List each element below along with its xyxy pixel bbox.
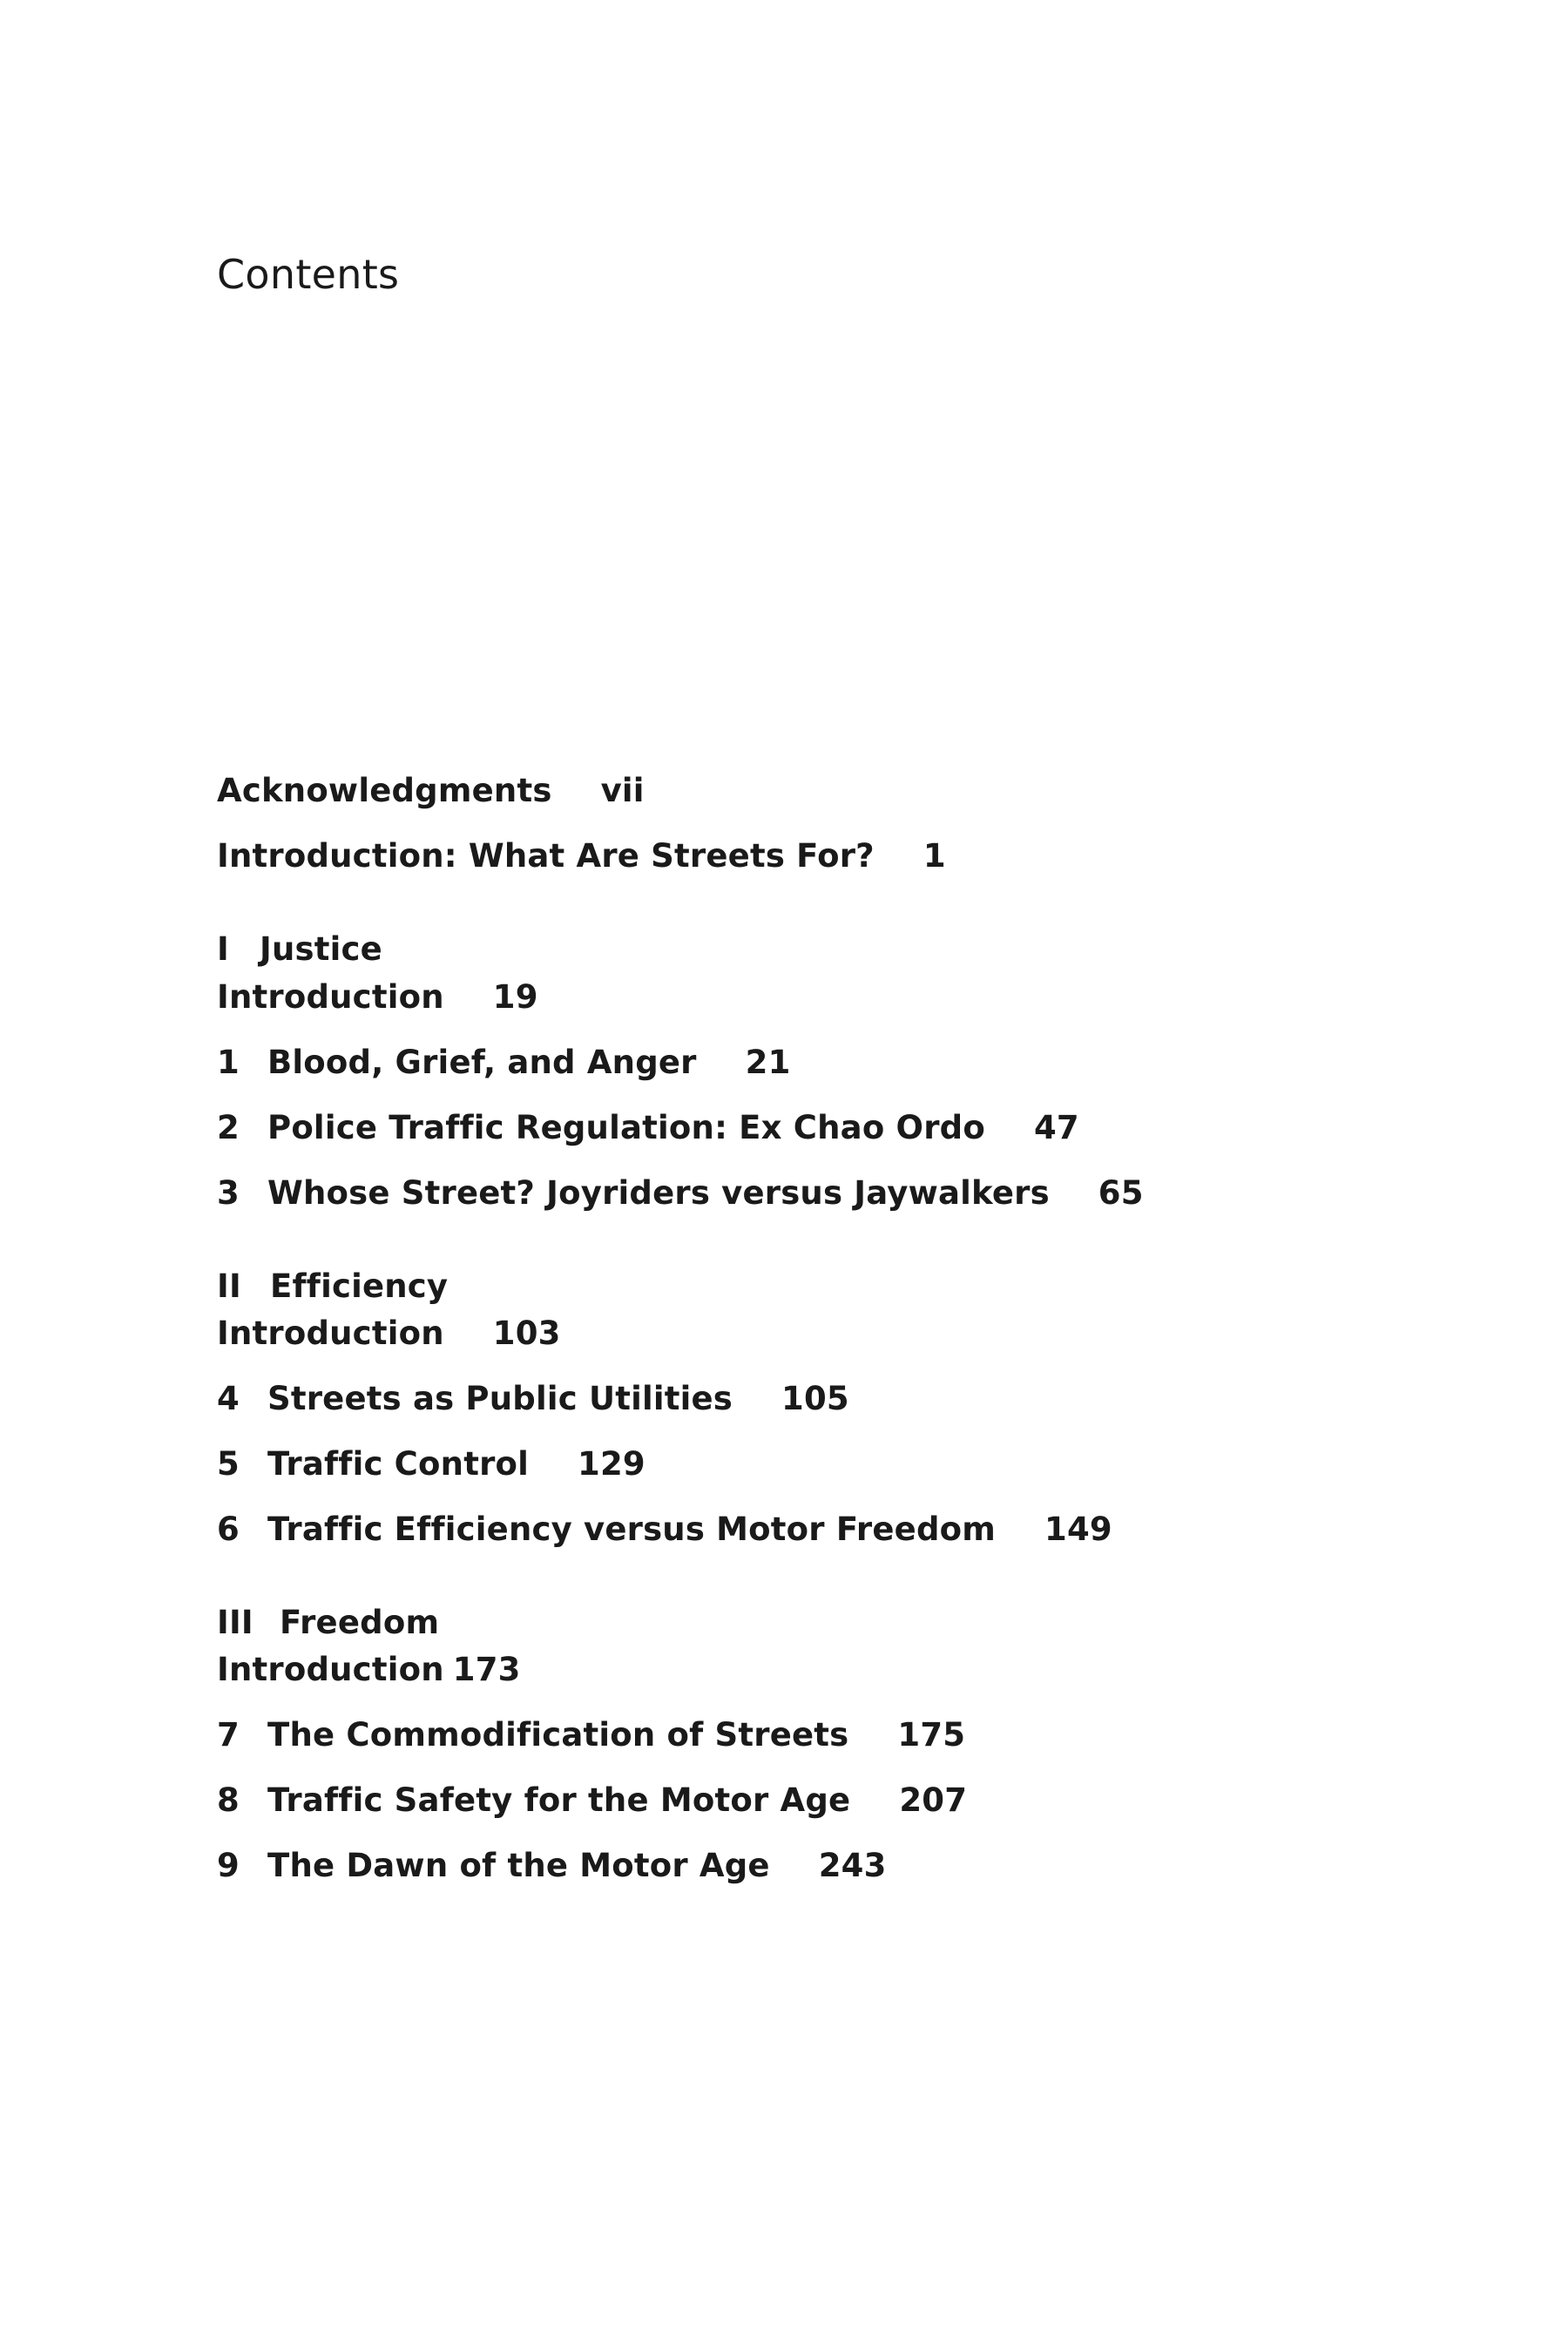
- chapter-title: Traffic Safety for the Motor Age: [267, 1781, 851, 1819]
- chapter-page: 207: [899, 1781, 968, 1819]
- chapter-entry-3[interactable]: [217, 1172, 1144, 1215]
- part-name: Freedom: [280, 1604, 440, 1641]
- toc-entry-page: 103: [492, 1315, 561, 1352]
- chapter-title: Police Traffic Regulation: Ex Chao Ordo: [267, 1109, 985, 1146]
- chapter-entry-7[interactable]: [217, 1713, 965, 1757]
- chapter-number: 5: [217, 1445, 240, 1483]
- toc-entry-page: 1: [923, 837, 946, 875]
- chapter-number: 2: [217, 1109, 240, 1146]
- chapter-entry-8[interactable]: [217, 1779, 967, 1822]
- chapter-title: Streets as Public Utilities: [267, 1380, 733, 1417]
- page-title: Contents: [217, 251, 400, 298]
- chapter-page: 47: [1033, 1109, 1079, 1146]
- chapter-title: Traffic Efficiency versus Motor Freedom: [267, 1511, 997, 1548]
- toc-entry-title: Introduction: [217, 1651, 444, 1688]
- chapter-title: Blood, Grief, and Anger: [267, 1044, 697, 1081]
- part-heading-3[interactable]: [217, 1601, 439, 1645]
- part-numeral: II: [217, 1267, 241, 1305]
- toc-entry-introduction[interactable]: [217, 835, 946, 878]
- chapter-number: 1: [217, 1044, 240, 1081]
- chapter-number: 6: [217, 1511, 240, 1548]
- chapter-title: Traffic Control: [267, 1445, 530, 1483]
- toc-entry-page: 173: [452, 1651, 521, 1688]
- toc-entry-acknowledgments[interactable]: [217, 769, 645, 813]
- chapter-number: 8: [217, 1781, 240, 1819]
- toc-entry-title: Introduction: What Are Streets For?: [217, 837, 875, 875]
- chapter-entry-5[interactable]: [217, 1443, 645, 1486]
- toc-entry-title: Introduction: [217, 1315, 444, 1352]
- toc-entry-title: Introduction: [217, 978, 444, 1016]
- chapter-entry-9[interactable]: [217, 1844, 887, 1888]
- part-3-introduction[interactable]: [217, 1648, 521, 1692]
- chapter-title: The Dawn of the Motor Age: [267, 1847, 770, 1884]
- chapter-entry-2[interactable]: [217, 1106, 1079, 1150]
- part-heading-1[interactable]: [217, 928, 382, 971]
- chapter-page: 243: [818, 1847, 887, 1884]
- part-name: Efficiency: [270, 1267, 449, 1305]
- toc-entry-page: 19: [492, 978, 538, 1016]
- toc-entry-title: Acknowledgments: [217, 772, 552, 809]
- chapter-page: 105: [781, 1380, 849, 1417]
- chapter-page: 175: [897, 1716, 966, 1754]
- chapter-number: 4: [217, 1380, 240, 1417]
- chapter-page: 21: [745, 1044, 791, 1081]
- chapter-entry-6[interactable]: [217, 1508, 1112, 1551]
- chapter-page: 149: [1044, 1511, 1112, 1548]
- chapter-number: 7: [217, 1716, 240, 1754]
- chapter-number: 9: [217, 1847, 240, 1884]
- chapter-number: 3: [217, 1174, 240, 1212]
- chapter-title: The Commodification of Streets: [267, 1716, 849, 1754]
- part-name: Justice: [260, 930, 382, 968]
- part-2-introduction[interactable]: [217, 1312, 561, 1355]
- part-1-introduction[interactable]: [217, 976, 538, 1019]
- part-heading-2[interactable]: [217, 1265, 448, 1308]
- part-numeral: I: [217, 930, 229, 968]
- chapter-title: Whose Street? Joyriders versus Jaywalkers: [267, 1174, 1050, 1212]
- chapter-page: 129: [578, 1445, 645, 1483]
- chapter-entry-1[interactable]: [217, 1041, 791, 1085]
- part-numeral: III: [217, 1604, 253, 1641]
- chapter-entry-4[interactable]: [217, 1377, 849, 1421]
- toc-entry-page: vii: [600, 772, 645, 809]
- chapter-page: 65: [1098, 1174, 1144, 1212]
